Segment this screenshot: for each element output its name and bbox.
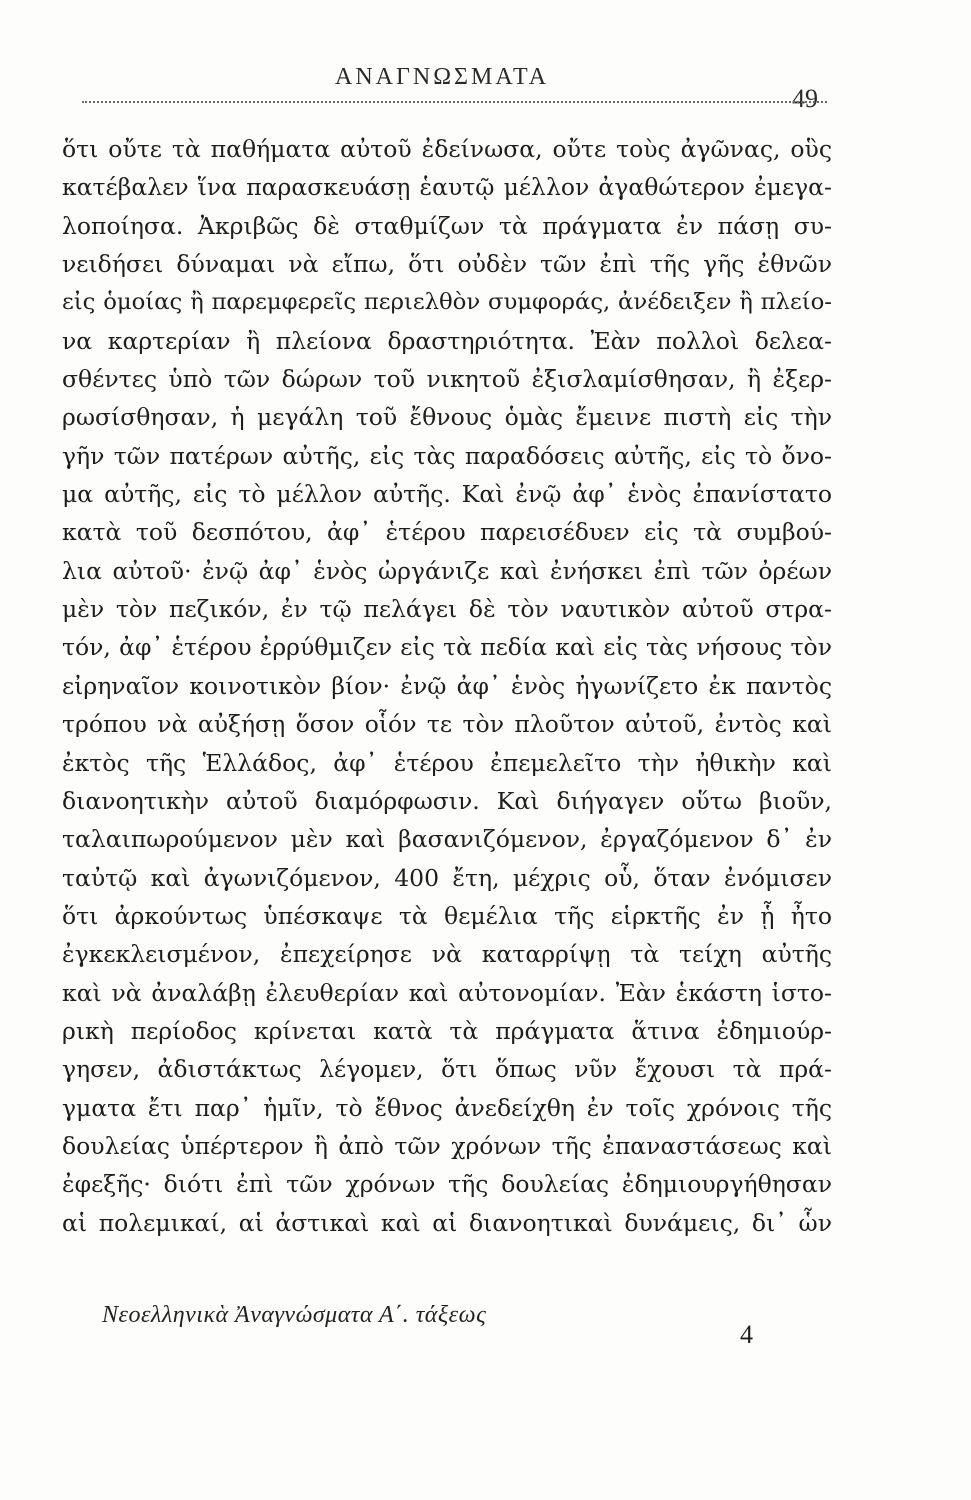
running-head: ΑΝΑΓΝΩΣΜΑΤΑ	[335, 64, 550, 90]
footer-book-title: Νεοελληνικὰ Ἀναγνώσματα Α΄. τάξεως	[102, 1302, 487, 1328]
text-line: λοποίησα. Ἀκριβῶς δὲ σταθμίζων τὰ πράγματα ἐν πάσῃ συ-	[62, 211, 832, 240]
text-line: μα αὐτῆς, εἰς τὸ μέλλον αὐτῆς. Καὶ ἐνῷ ἀφ᾽ ἑνὸς ἐπανίστατο	[62, 480, 832, 509]
text-line: αἱ πολεμικαί, αἱ ἀστικαὶ καὶ αἱ διανοητικαὶ δυνάμεις, δι᾽ ὧν	[62, 1208, 832, 1237]
text-line: σθέντες ὑπὸ τῶν δώρων τοῦ νικητοῦ ἐξισλαμίσθησαν, ἢ ἐξερ-	[62, 365, 832, 394]
text-line: γῆν τῶν πατέρων αὐτῆς, εἰς τὰς παραδόσεις αὐτῆς, εἰς τὸ ὄνο-	[62, 441, 832, 470]
text-line: δουλείας ὑπέρτερον ἢ ἀπὸ τῶν χρόνων τῆς ἐπαναστάσεως καὶ	[62, 1131, 832, 1160]
text-line: ρωσίσθησαν, ἡ μεγάλη τοῦ ἔθνους ὁμὰς ἔμεινε πιστὴ εἰς τὴν	[62, 403, 832, 432]
body-text	[62, 130, 832, 1242]
text-line: κατέβαλεν ἵνα παρασκευάσῃ ἑαυτῷ μέλλον ἀγαθώτερον ἐμεγα-	[62, 173, 832, 202]
text-line: τρόπου νὰ αὐξήσῃ ὅσον οἷόν τε τὸν πλοῦτον αὐτοῦ, ἐντὸς καὶ	[62, 710, 832, 739]
text-line: καὶ νὰ ἀναλάβῃ ἐλευθερίαν καὶ αὐτονομίαν. Ἐὰν ἑκάστη ἱστο-	[62, 978, 832, 1007]
text-line: εἰς ὁμοίας ἢ παρεμφερεῖς περιελθὸν συμφοράς, ἀνέδειξεν ἢ πλείο-	[62, 289, 832, 316]
text-line: να καρτερίαν ἢ πλείονα δραστηριότητα. Ἐὰν πολλοὶ δελεα-	[62, 326, 832, 355]
text-line: ταλαιπωρούμενον μὲν καὶ βασανιζόμενον, ἐργαζόμενον δ᾽ ἐν	[62, 825, 832, 854]
header-rule	[82, 101, 827, 103]
text-line: ταὐτῷ καὶ ἀγωνιζόμενον, 400 ἔτη, μέχρις οὗ, ὅταν ἐνόμισεν	[62, 863, 832, 892]
signature-mark: 4	[740, 1320, 753, 1349]
text-line: ἐκτὸς τῆς Ἑλλάδος, ἀφ᾽ ἑτέρου ἐπεμελεῖτο τὴν ἠθικὴν καὶ	[62, 748, 832, 777]
text-line: ρικὴ περίοδος κρίνεται κατὰ τὰ πράγματα ἅτινα ἐδημιούρ-	[62, 1016, 832, 1045]
text-line: εἰρηναῖον κοινοτικὸν βίον· ἐνῷ ἀφ᾽ ἑνὸς ἠγωνίζετο ἐκ παντὸς	[62, 671, 832, 700]
text-line: ἐφεξῆς· διότι ἐπὶ τῶν χρόνων τῆς δουλείας ἐδημιουργήθησαν	[62, 1170, 832, 1199]
page-number: 49	[792, 84, 818, 113]
text-line: τόν, ἀφ᾽ ἑτέρου ἐρρύθμιζεν εἰς τὰ πεδία καὶ εἰς τὰς νήσους τὸν	[62, 633, 832, 662]
text-line: λια αὐτοῦ· ἐνῷ ἀφ᾽ ἑνὸς ὠργάνιζε καὶ ἐνήσκει ἐπὶ τῶν ὀρέων	[62, 556, 832, 585]
text-line: διανοητικὴν αὐτοῦ διαμόρφωσιν. Καὶ διήγαγεν οὕτω βιοῦν,	[62, 786, 832, 815]
text-line: γματα ἔτι παρ᾽ ἡμῖν, τὸ ἔθνος ἀνεδείχθη ἐν τοῖς χρόνοις τῆς	[62, 1093, 832, 1122]
text-line: ὅτι ἀρκούντως ὑπέσκαψε τὰ θεμέλια τῆς εἱρκτῆς ἐν ᾗ ἦτο	[62, 901, 832, 930]
text-line: μὲν τὸν πεζικόν, ἐν τῷ πελάγει δὲ τὸν ναυτικὸν αὐτοῦ στρα-	[62, 595, 832, 624]
text-line: νειδήσει δύναμαι νὰ εἴπω, ὅτι οὐδὲν τῶν ἐπὶ τῆς γῆς ἐθνῶν	[62, 250, 832, 279]
text-line: ἐγκεκλεισμένον, ἐπεχείρησε νὰ καταρρίψῃ τὰ τείχη αὐτῆς	[62, 940, 832, 969]
text-line: ὅτι οὔτε τὰ παθήματα αὐτοῦ ἐδείνωσα, οὔτε τοὺς ἀγῶνας, οὓς	[62, 135, 832, 163]
text-line: κατὰ τοῦ δεσπότου, ἀφ᾽ ἑτέρου παρεισέδυεν εἰς τὰ συμβού-	[62, 518, 832, 547]
text-line: γησεν, ἀδιστάκτως λέγομεν, ὅτι ὅπως νῦν ἔχουσι τὰ πρά-	[62, 1055, 832, 1084]
